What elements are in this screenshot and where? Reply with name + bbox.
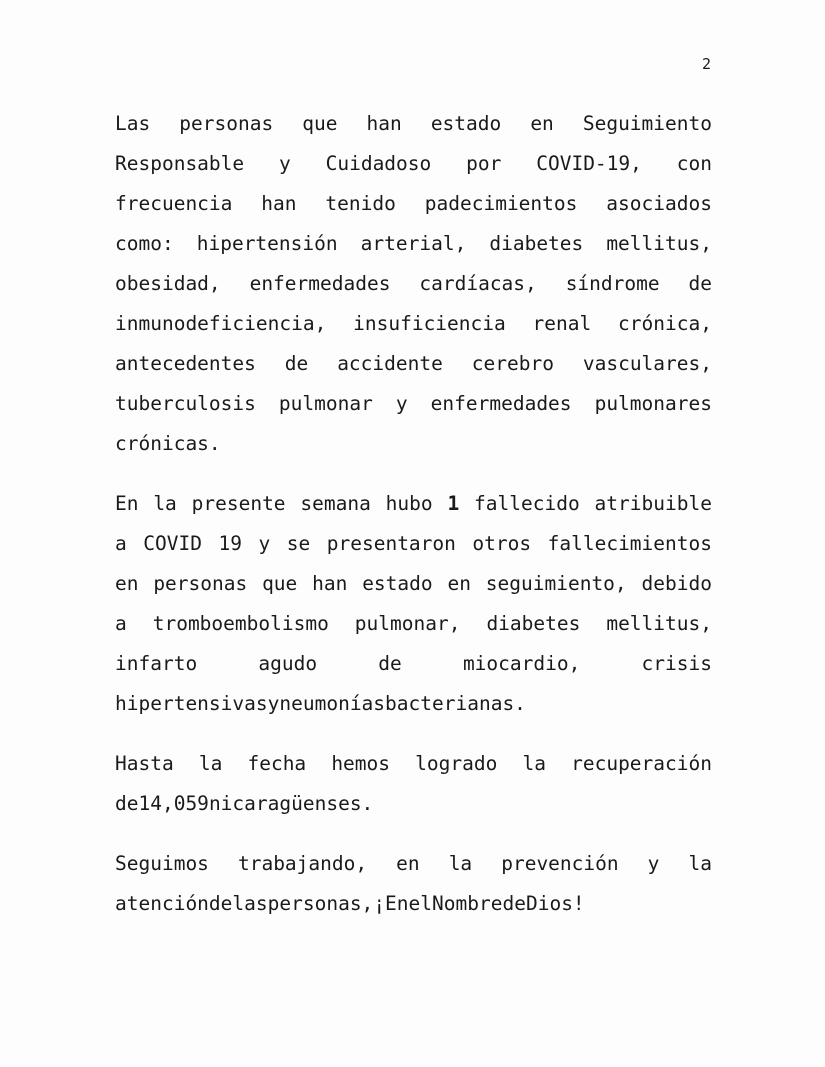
- word: por: [466, 152, 502, 175]
- word: Hasta: [115, 752, 174, 775]
- paragraph-weekly-deaths: [115, 492, 712, 732]
- text-line: [115, 432, 712, 472]
- word: prevención: [501, 852, 619, 875]
- word: 19: [218, 532, 242, 555]
- word: estado: [430, 112, 502, 135]
- word: y: [647, 852, 660, 875]
- word: la: [688, 852, 712, 875]
- text-line: [115, 492, 712, 532]
- word: cardíacas,: [419, 272, 537, 295]
- word: hemos: [331, 752, 391, 775]
- word: mellitus,: [606, 232, 712, 255]
- text-line: [115, 852, 712, 892]
- word: infarto: [115, 652, 198, 675]
- word: a: [115, 532, 127, 555]
- text-line: [115, 392, 712, 432]
- word: hubo: [385, 492, 433, 515]
- word: la: [448, 852, 473, 875]
- word: ¡En: [373, 892, 409, 915]
- word: padecimientos: [424, 192, 578, 215]
- word: el: [408, 892, 433, 915]
- word: atribuible: [594, 492, 712, 515]
- paragraph-comorbidities: [115, 112, 712, 472]
- emphasized-word: 1: [447, 492, 460, 515]
- word: frecuencia: [115, 192, 233, 215]
- word: Seguimos: [115, 852, 209, 875]
- word: agudo: [258, 652, 318, 675]
- word: otros: [472, 532, 532, 555]
- word: que: [302, 112, 338, 135]
- word: Las: [115, 112, 151, 135]
- word: antecedentes: [115, 352, 256, 375]
- paragraph-recovered: [115, 752, 712, 832]
- word: crisis: [641, 652, 712, 675]
- word: estado: [362, 572, 433, 595]
- word: bacterianas.: [385, 692, 526, 715]
- word: cerebro: [471, 352, 554, 375]
- word: de: [502, 892, 526, 915]
- word: presentaron: [326, 532, 456, 555]
- word: miocardio,: [462, 652, 581, 675]
- text-line: [115, 352, 712, 392]
- word: Seguimiento: [582, 112, 712, 135]
- word: fallecimientos: [547, 532, 712, 555]
- word: arterial,: [360, 232, 467, 255]
- word: Dios!: [525, 892, 585, 915]
- word: Nombre: [432, 892, 503, 915]
- paragraph-closing: [115, 852, 712, 932]
- text-line: [115, 272, 712, 312]
- word: tromboembolismo: [152, 612, 329, 635]
- word: síndrome: [565, 272, 660, 295]
- word: recuperación: [571, 752, 712, 775]
- word: hipertensión: [196, 232, 338, 255]
- text-line: [115, 532, 712, 572]
- word: nicaragüenses.: [208, 792, 374, 815]
- word: en: [115, 572, 139, 595]
- word: debido: [641, 572, 712, 595]
- word: neumonías: [279, 692, 386, 715]
- word: han: [261, 192, 297, 215]
- word: 14,059: [138, 792, 209, 815]
- text-line: [115, 652, 712, 692]
- word: y: [395, 392, 408, 415]
- word: diabetes: [486, 612, 581, 635]
- text-line: [115, 792, 712, 832]
- text-line: [115, 112, 712, 152]
- word: han: [366, 112, 402, 135]
- word: renal: [532, 312, 592, 335]
- word: enfermedades: [430, 392, 572, 415]
- word: pulmonar,: [354, 612, 461, 635]
- word: crónica,: [618, 312, 712, 335]
- word: mellitus,: [606, 612, 712, 635]
- word: personas: [179, 112, 274, 135]
- page-number: 2: [701, 55, 711, 73]
- word: semana: [300, 492, 371, 515]
- word: personas: [153, 572, 248, 595]
- word: pulmonares: [594, 392, 712, 415]
- text-line: [115, 612, 712, 652]
- word: con: [676, 152, 712, 175]
- word: trabajando,: [237, 852, 368, 875]
- word: de: [284, 352, 309, 375]
- word: en: [396, 852, 420, 875]
- word: en: [530, 112, 554, 135]
- word: pulmonar: [278, 392, 373, 415]
- word: tuberculosis: [115, 392, 256, 415]
- word: de: [208, 892, 233, 915]
- word: la: [522, 752, 546, 775]
- word: diabetes: [489, 232, 584, 255]
- word: la: [153, 492, 177, 515]
- word: a: [115, 612, 127, 635]
- word: crónicas.: [115, 432, 221, 455]
- word: inmunodeficiencia,: [115, 312, 327, 335]
- word: de: [688, 272, 712, 295]
- word: accidente: [337, 352, 443, 375]
- word: seguimiento,: [485, 572, 627, 595]
- word: COVID: [143, 532, 202, 555]
- word: atención: [115, 892, 209, 915]
- word: y: [279, 152, 291, 175]
- word: En: [115, 492, 139, 515]
- text-line: [115, 752, 712, 792]
- word: y: [267, 692, 280, 715]
- text-line: [115, 312, 712, 352]
- word: insuficiencia: [353, 312, 506, 335]
- word: hipertensivas: [115, 692, 268, 715]
- word: la: [198, 752, 223, 775]
- word: COVID-19,: [536, 152, 642, 175]
- word: que: [262, 572, 298, 595]
- text-line: [115, 232, 712, 272]
- word: obesidad,: [115, 272, 221, 295]
- word: vasculares,: [582, 352, 712, 375]
- word: Cuidadoso: [325, 152, 432, 175]
- word: de: [115, 792, 139, 815]
- text-line: [115, 692, 712, 732]
- word: de: [378, 652, 402, 675]
- word: han: [312, 572, 348, 595]
- word: Responsable: [115, 152, 245, 175]
- text-line: [115, 192, 712, 232]
- word: fallecido: [474, 492, 580, 515]
- word: logrado: [415, 752, 498, 775]
- document-body: [115, 112, 712, 932]
- word: tenido: [325, 192, 396, 215]
- word: presente: [191, 492, 286, 515]
- word: en: [447, 572, 471, 595]
- word: como:: [115, 232, 174, 255]
- text-line: [115, 572, 712, 612]
- word: enfermedades: [249, 272, 391, 295]
- word: y: [258, 532, 271, 555]
- word: se: [286, 532, 311, 555]
- text-line: [115, 152, 712, 192]
- text-line: [115, 892, 712, 932]
- word: fecha: [247, 752, 307, 775]
- word: asociados: [606, 192, 712, 215]
- word: las: [232, 892, 268, 915]
- word: personas,: [267, 892, 374, 915]
